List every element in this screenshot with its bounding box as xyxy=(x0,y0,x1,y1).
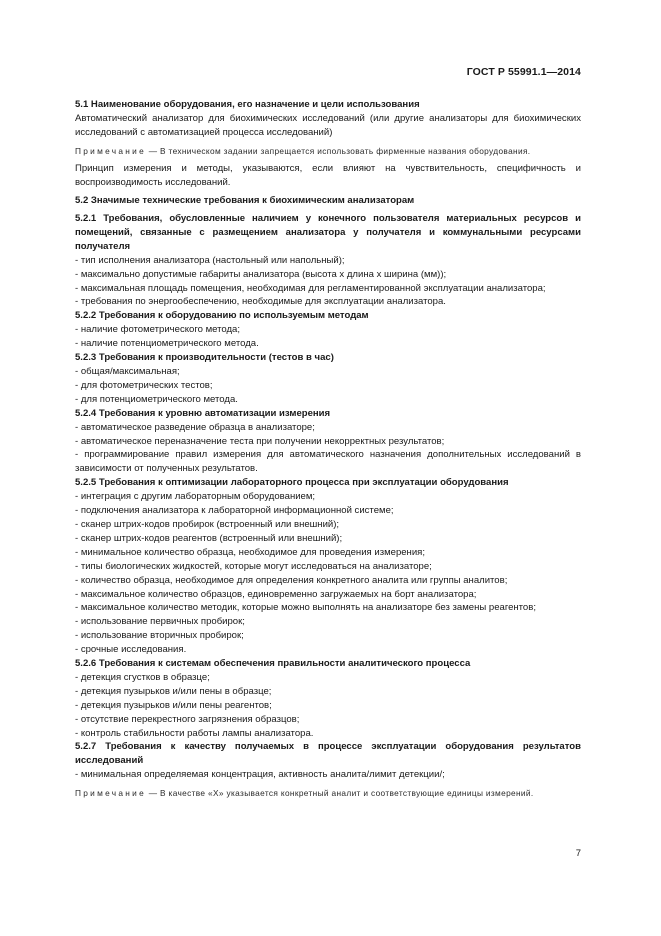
list-item: - сканер штрих-кодов пробирок (встроенный или внешний); xyxy=(75,518,340,530)
list-item: - подключения анализатора к лабораторной информационной системе; xyxy=(75,505,394,517)
list-item: - использование вторичных пробирок; xyxy=(75,630,244,642)
list-item: - общая/максимальная; xyxy=(75,366,180,377)
list-item: - минимальное количество образца, необходимое для проведения измерения; xyxy=(75,546,425,558)
document-code: ГОСТ Р 55991.1—2014 xyxy=(466,66,581,78)
principle-text: Принцип измерения и методы, указываются, если влияют на чувствительность, специфичность и воспроизводимость исследований. xyxy=(75,163,581,189)
note-1-text: — В техническом задании запрещается использовать фирменные названия оборудования. xyxy=(148,145,531,156)
note-1-label: Примечание xyxy=(75,145,147,156)
list-item: - количество образца, необходимое для определения конкретного аналита или группы аналитов; xyxy=(75,574,508,586)
section-5-2-1-title: 5.2.1 Требования, обусловленные наличием у конечного пользователя материальных ресурсов и помещений, связанные с размещением анализатора у получателя и коммунальными ресурсами получателя xyxy=(75,213,581,252)
section-5-2-2-title: 5.2.2 Требования к оборудованию по используемым методам xyxy=(75,310,369,322)
section-5-2-7-title: 5.2.7 Требования к качеству получаемых в процессе эксплуатации оборудования результатов исследований xyxy=(75,741,581,767)
list-item: - максимальная площадь помещения, необходимая для регламентированной эксплуатации анализатора; xyxy=(75,282,546,294)
list-item: - использование первичных пробирок; xyxy=(75,616,245,628)
list-item: - интеграция с другим лабораторным оборудованием; xyxy=(75,491,316,503)
list-item: - для потенциометрического метода. xyxy=(75,393,238,405)
list-item: - детекция пузырьков и/или пены реагентов; xyxy=(75,699,272,711)
note-1 xyxy=(75,145,581,158)
list-item: - максимально допустимые габариты анализатора (высота х длина х ширина (мм)); xyxy=(75,268,447,280)
list-item: - программирование правил измерения для автоматического назначения дополнительных исследований в зависимости от полученных результатов. xyxy=(75,449,581,475)
section-5-2-3-title: 5.2.3 Требования к производительности (тестов в час) xyxy=(75,352,334,364)
list-item: - контроль стабильности работы лампы анализатора. xyxy=(75,727,314,739)
list-item: - автоматическое переназначение теста при получении некорректных результатов; xyxy=(75,435,445,447)
page-number: 7 xyxy=(575,848,581,859)
list-item: - максимальное количество образцов, единовременно загружаемых на борт анализатора; xyxy=(75,588,477,600)
list-item: - сканер штрих-кодов реагентов (встроенный или внешний); xyxy=(75,532,343,544)
list-item: - детекция пузырьков и/или пены в образце; xyxy=(75,685,272,697)
list-item: - минимальная определяемая концентрация, активность аналита/лимит детекции/; xyxy=(75,769,445,781)
list-item: - детекция сгустков в образце; xyxy=(75,671,210,683)
document-body xyxy=(75,98,581,800)
list-item: - требования по энергообеспечению, необходимые для эксплуатации анализатора. xyxy=(75,296,446,308)
section-5-1-title: 5.1 Наименование оборудования, его назначение и цели использования xyxy=(75,99,420,110)
list-item: - тип исполнения анализатора (настольный или напольный); xyxy=(75,254,345,266)
section-5-2-5-title: 5.2.5 Требования к оптимизации лабораторного процесса при эксплуатации оборудования xyxy=(75,477,509,489)
note-2-label: Примечание xyxy=(75,788,147,799)
list-item: - типы биологических жидкостей, которые могут исследоваться на анализаторе; xyxy=(75,560,432,572)
list-item: - максимальное количество методик, которые можно выполнять на анализаторе без замены реагентов; xyxy=(75,602,536,614)
list-item: - срочные исследования. xyxy=(75,644,187,656)
list-item: - автоматическое разведение образца в анализаторе; xyxy=(75,421,315,433)
note-2 xyxy=(75,787,581,800)
list-item: - отсутствие перекрестного загрязнения образцов; xyxy=(75,713,300,725)
section-5-2-6-title: 5.2.6 Требования к системам обеспечения правильности аналитического процесса xyxy=(75,658,471,670)
list-item: - наличие потенциометрического метода. xyxy=(75,338,259,350)
section-5-2-title: 5.2 Значимые технические требования к биохимическим анализаторам xyxy=(75,195,415,207)
section-5-1-text: Автоматический анализатор для биохимических исследований (или другие анализаторы для биохимических исследований с автоматизацией процесса исследований) xyxy=(75,112,581,138)
list-item: - наличие фотометрического метода; xyxy=(75,324,241,336)
note-2-text: — В качестве «Х» указывается конкретный аналит и соответствующие единицы измерений. xyxy=(148,788,534,799)
section-5-2-4-title: 5.2.4 Требования к уровню автоматизации измерения xyxy=(75,407,331,419)
list-item: - для фотометрических тестов; xyxy=(75,379,213,391)
